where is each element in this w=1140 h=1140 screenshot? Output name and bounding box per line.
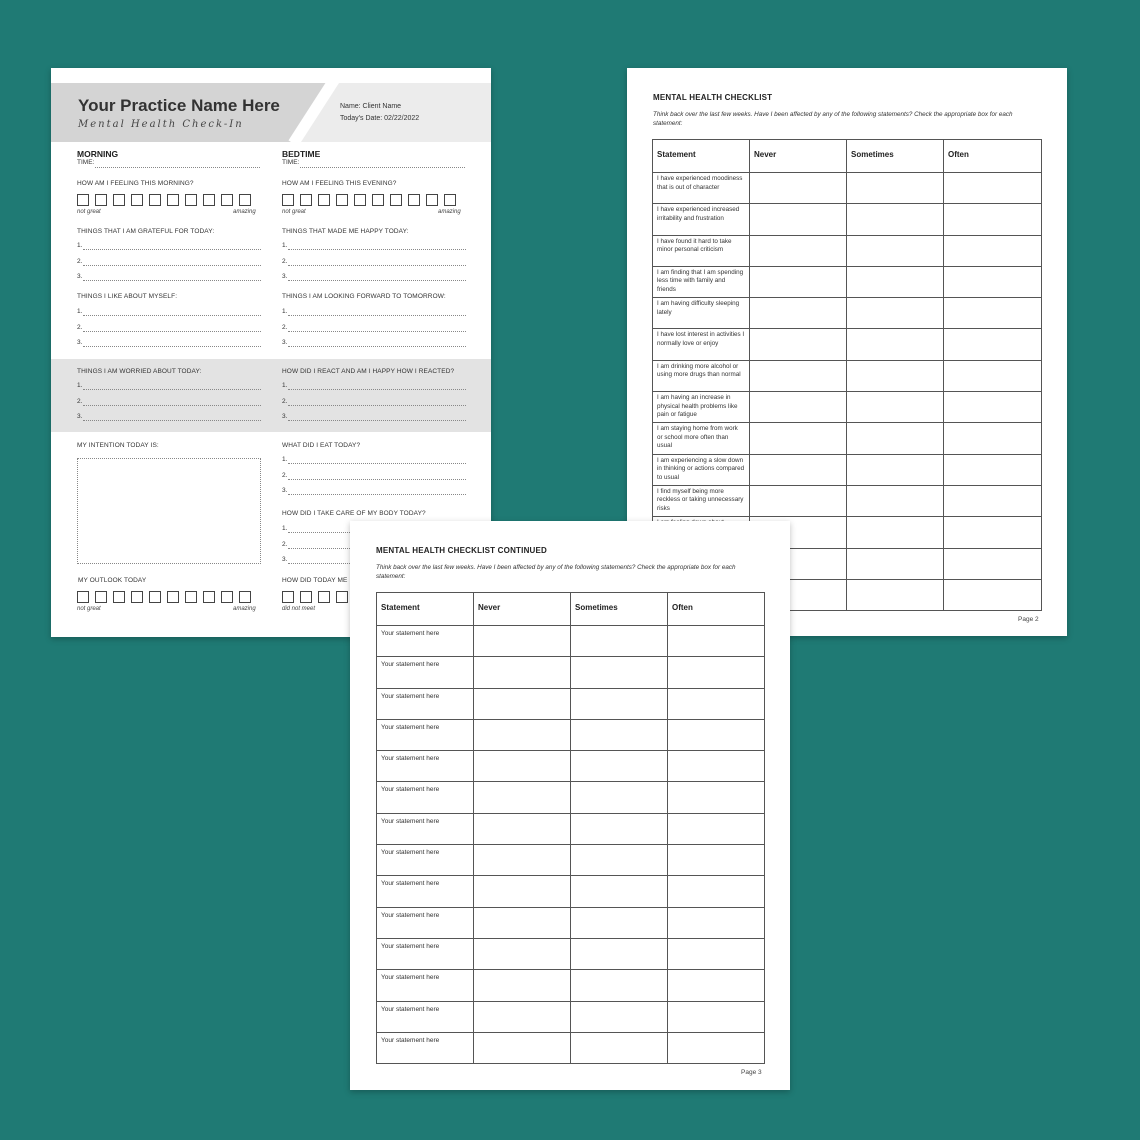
form-subtitle: Mental Health Check-In	[78, 119, 244, 130]
check-cell[interactable]	[847, 548, 944, 579]
check-cell[interactable]	[571, 782, 668, 813]
check-cell[interactable]	[474, 751, 571, 782]
answer-line[interactable]	[83, 249, 261, 250]
check-cell[interactable]	[750, 454, 847, 485]
answer-line[interactable]	[288, 479, 466, 480]
bedtime-title: BEDTIME	[282, 149, 321, 159]
check-cell[interactable]	[571, 1001, 668, 1032]
table-row	[377, 719, 765, 750]
check-cell[interactable]	[474, 782, 571, 813]
line-number: 1.	[282, 456, 288, 463]
line-number: 1.	[282, 242, 288, 249]
rating-checkbox[interactable]	[372, 194, 384, 206]
check-cell[interactable]	[474, 626, 571, 657]
rating-checkbox[interactable]	[336, 591, 348, 603]
practice-name: Your Practice Name Here	[78, 96, 280, 115]
check-cell[interactable]	[668, 1001, 765, 1032]
check-cell[interactable]	[750, 298, 847, 329]
forward-question: THINGS I AM LOOKING FORWARD TO TOMORROW:	[282, 293, 446, 300]
table-row	[377, 657, 765, 688]
check-cell[interactable]	[944, 360, 1042, 391]
table-row	[377, 970, 765, 1001]
check-cell[interactable]	[750, 392, 847, 423]
statement-cell: I am finding that I am spending less time with family and friends	[653, 266, 750, 297]
table-row	[377, 1001, 765, 1032]
check-cell[interactable]	[750, 485, 847, 516]
answer-line[interactable]	[288, 331, 466, 332]
morning-title: MORNING	[77, 149, 119, 159]
rating-checkbox[interactable]	[185, 194, 197, 206]
check-cell[interactable]	[847, 298, 944, 329]
answer-line[interactable]	[288, 346, 466, 347]
check-cell[interactable]	[944, 266, 1042, 297]
statement-cell: I am experiencing a slow down in thinking or actions compared to usual	[653, 454, 750, 485]
rating-checkbox[interactable]	[131, 194, 143, 206]
check-cell[interactable]	[944, 548, 1042, 579]
line-number: 3.	[282, 556, 288, 563]
evening-feeling-question: HOW AM I FEELING THIS EVENING?	[282, 180, 397, 187]
table-row	[653, 329, 1042, 360]
table-row	[653, 204, 1042, 235]
check-cell[interactable]	[474, 845, 571, 876]
rating-checkbox[interactable]	[131, 591, 143, 603]
statement-cell: Your statement here	[377, 876, 474, 907]
check-cell[interactable]	[571, 938, 668, 969]
check-cell[interactable]	[668, 970, 765, 1001]
check-cell[interactable]	[944, 579, 1042, 610]
table-row	[653, 173, 1042, 204]
rating-checkbox[interactable]	[300, 194, 312, 206]
check-cell[interactable]	[474, 657, 571, 688]
answer-line[interactable]	[83, 405, 261, 406]
statement-cell: Your statement here	[377, 719, 474, 750]
morning-time-label: TIME:	[77, 159, 95, 166]
outlook-scale[interactable]	[77, 591, 251, 603]
grateful-question: THINGS THAT I AM GRATEFUL FOR TODAY:	[77, 228, 215, 235]
check-cell[interactable]	[668, 626, 765, 657]
check-cell[interactable]	[750, 235, 847, 266]
intention-question: MY INTENTION TODAY IS:	[77, 442, 159, 449]
check-cell[interactable]	[474, 970, 571, 1001]
check-cell[interactable]	[847, 579, 944, 610]
rating-checkbox[interactable]	[185, 591, 197, 603]
page-title: MENTAL HEALTH CHECKLIST CONTINUED	[376, 546, 548, 555]
check-cell[interactable]	[668, 719, 765, 750]
check-cell[interactable]	[474, 1001, 571, 1032]
rating-checkbox[interactable]	[221, 194, 233, 206]
check-cell[interactable]	[668, 907, 765, 938]
evening-low-label: not great	[282, 209, 306, 215]
check-cell[interactable]	[668, 938, 765, 969]
check-cell[interactable]	[847, 360, 944, 391]
check-cell[interactable]	[474, 876, 571, 907]
rating-checkbox[interactable]	[408, 194, 420, 206]
table-row	[377, 876, 765, 907]
rating-checkbox[interactable]	[167, 194, 179, 206]
answer-line[interactable]	[288, 405, 466, 406]
answer-line[interactable]	[83, 265, 261, 266]
check-cell[interactable]	[571, 751, 668, 782]
table-row	[653, 360, 1042, 391]
statement-cell: Your statement here	[377, 751, 474, 782]
check-cell[interactable]	[668, 657, 765, 688]
rating-checkbox[interactable]	[318, 591, 330, 603]
check-cell[interactable]	[668, 876, 765, 907]
page-intro: Think back over the last few weeks. Have I been affected by any of the following statements? Check the appropriate box for each statement:	[653, 111, 1013, 127]
line-number: 1.	[282, 308, 288, 315]
statement-cell: Your statement here	[377, 626, 474, 657]
column-header: Often	[668, 593, 765, 626]
check-cell[interactable]	[944, 454, 1042, 485]
column-header: Sometimes	[571, 593, 668, 626]
page-title: MENTAL HEALTH CHECKLIST	[653, 93, 773, 102]
happy-question: THINGS THAT MADE ME HAPPY TODAY:	[282, 228, 409, 235]
morning-time-field[interactable]	[95, 167, 260, 168]
check-cell[interactable]	[474, 719, 571, 750]
answer-line[interactable]	[83, 280, 261, 281]
line-number: 2.	[77, 257, 83, 265]
statement-cell: I am drinking more alcohol or using more drugs than normal	[653, 360, 750, 391]
table-row	[653, 266, 1042, 297]
intention-box[interactable]	[77, 458, 261, 564]
table-row	[653, 235, 1042, 266]
rating-checkbox[interactable]	[336, 194, 348, 206]
answer-line[interactable]	[288, 420, 466, 421]
check-cell[interactable]	[847, 423, 944, 454]
check-cell[interactable]	[944, 298, 1042, 329]
line-number: 2.	[77, 323, 83, 331]
check-cell[interactable]	[944, 485, 1042, 516]
rating-checkbox[interactable]	[95, 194, 107, 206]
check-cell[interactable]	[847, 204, 944, 235]
answer-line[interactable]	[288, 494, 466, 495]
answer-line[interactable]	[288, 315, 466, 316]
check-cell[interactable]	[750, 423, 847, 454]
rating-checkbox[interactable]	[113, 591, 125, 603]
check-cell[interactable]	[944, 173, 1042, 204]
table-row	[377, 751, 765, 782]
table-row	[653, 298, 1042, 329]
check-cell[interactable]	[474, 1032, 571, 1063]
statement-cell: I have lost interest in activities I normally love or enjoy	[653, 329, 750, 360]
morning-feeling-scale[interactable]	[77, 194, 251, 206]
check-cell[interactable]	[668, 1032, 765, 1063]
check-cell[interactable]	[944, 235, 1042, 266]
client-name-field[interactable]: Name: Client Name	[340, 103, 402, 110]
bedtime-time-field[interactable]	[300, 167, 465, 168]
line-number: 3.	[282, 273, 288, 280]
column-header: Statement	[377, 593, 474, 626]
body-question: HOW DID I TAKE CARE OF MY BODY TODAY?	[282, 510, 426, 517]
line-number: 1.	[77, 382, 83, 389]
check-cell[interactable]	[668, 782, 765, 813]
evening-feeling-scale[interactable]	[282, 194, 456, 206]
statement-cell: Your statement here	[377, 1001, 474, 1032]
answer-line[interactable]	[83, 315, 261, 316]
answer-line[interactable]	[288, 249, 466, 250]
check-cell[interactable]	[474, 938, 571, 969]
rating-checkbox[interactable]	[203, 194, 215, 206]
statement-cell: Your statement here	[377, 688, 474, 719]
table-row	[653, 485, 1042, 516]
check-cell[interactable]	[847, 235, 944, 266]
statement-cell: Your statement here	[377, 970, 474, 1001]
statement-cell: I am having difficulty sleeping lately	[653, 298, 750, 329]
table-row	[653, 392, 1042, 423]
check-cell[interactable]	[571, 970, 668, 1001]
check-cell[interactable]	[571, 813, 668, 844]
rating-checkbox[interactable]	[113, 194, 125, 206]
table-row	[377, 688, 765, 719]
check-cell[interactable]	[668, 688, 765, 719]
meet-low-label: did not meet	[282, 606, 316, 612]
table-row	[377, 813, 765, 844]
scale-low-label: not great	[77, 209, 101, 215]
rating-checkbox[interactable]	[167, 591, 179, 603]
check-cell[interactable]	[847, 517, 944, 548]
check-cell[interactable]	[474, 907, 571, 938]
scale-high-label: amazing	[233, 209, 256, 215]
table-row	[377, 1032, 765, 1063]
outlook-low-label: not great	[77, 606, 101, 612]
rating-checkbox[interactable]	[426, 194, 438, 206]
page-number: Page 3	[741, 1069, 762, 1076]
check-cell[interactable]	[847, 266, 944, 297]
check-cell[interactable]	[571, 657, 668, 688]
line-number: 2.	[77, 397, 83, 405]
check-cell[interactable]	[847, 454, 944, 485]
bedtime-time-label: TIME:	[282, 159, 300, 166]
line-number: 2.	[282, 397, 288, 405]
answer-line[interactable]	[288, 389, 466, 390]
line-number: 2.	[282, 471, 288, 479]
statement-cell: Your statement here	[377, 907, 474, 938]
statement-cell: I have found it hard to take minor personal criticism	[653, 235, 750, 266]
answer-line[interactable]	[83, 389, 261, 390]
line-number: 3.	[77, 413, 83, 420]
line-number: 3.	[77, 273, 83, 280]
checklist-continued-table	[376, 592, 765, 1064]
line-number: 3.	[77, 339, 83, 346]
column-header: Often	[944, 140, 1042, 173]
line-number: 3.	[282, 339, 288, 346]
answer-line[interactable]	[83, 420, 261, 421]
line-number: 3.	[282, 413, 288, 420]
check-cell[interactable]	[571, 1032, 668, 1063]
answer-line[interactable]	[83, 346, 261, 347]
rating-checkbox[interactable]	[239, 194, 251, 206]
statement-cell: I am staying home from work or school more often than usual	[653, 423, 750, 454]
line-number: 1.	[282, 525, 288, 532]
statement-cell: I have experienced increased irritability and frustration	[653, 204, 750, 235]
check-cell[interactable]	[750, 360, 847, 391]
line-number: 1.	[282, 382, 288, 389]
checklist-continued-page	[350, 521, 790, 1090]
check-cell[interactable]	[668, 845, 765, 876]
statement-cell: I find myself being more reckless or taking unnecessary risks	[653, 485, 750, 516]
line-number: 2.	[282, 323, 288, 331]
check-cell[interactable]	[571, 626, 668, 657]
answer-line[interactable]	[288, 280, 466, 281]
table-row	[377, 782, 765, 813]
statement-cell: Your statement here	[377, 845, 474, 876]
line-number: 1.	[77, 242, 83, 249]
page-intro: Think back over the last few weeks. Have I been affected by any of the following statements? Check the appropriate box for each statement:	[376, 564, 736, 580]
react-question: HOW DID I REACT AND AM I HAPPY HOW I REACTED?	[282, 368, 455, 375]
outlook-question: MY OUTLOOK TODAY	[78, 577, 147, 584]
rating-checkbox[interactable]	[282, 591, 294, 603]
rating-checkbox[interactable]	[354, 194, 366, 206]
check-cell[interactable]	[571, 876, 668, 907]
check-cell[interactable]	[847, 329, 944, 360]
column-header: Statement	[653, 140, 750, 173]
rating-checkbox[interactable]	[282, 194, 294, 206]
check-cell[interactable]	[944, 423, 1042, 454]
statement-cell: I have experienced moodiness that is out of character	[653, 173, 750, 204]
table-row	[377, 626, 765, 657]
check-cell[interactable]	[571, 845, 668, 876]
table-row	[377, 907, 765, 938]
check-cell[interactable]	[847, 392, 944, 423]
worried-question: THINGS I AM WORRIED ABOUT TODAY:	[77, 368, 202, 375]
rating-checkbox[interactable]	[77, 194, 89, 206]
answer-line[interactable]	[83, 331, 261, 332]
rating-checkbox[interactable]	[300, 591, 312, 603]
check-cell[interactable]	[474, 688, 571, 719]
line-number: 2.	[282, 540, 288, 548]
check-cell[interactable]	[847, 485, 944, 516]
line-number: 2.	[282, 257, 288, 265]
check-cell[interactable]	[944, 204, 1042, 235]
answer-line[interactable]	[288, 463, 466, 464]
rating-checkbox[interactable]	[95, 591, 107, 603]
check-cell[interactable]	[571, 907, 668, 938]
statement-cell: Your statement here	[377, 1032, 474, 1063]
table-row	[377, 938, 765, 969]
rating-checkbox[interactable]	[77, 591, 89, 603]
rating-checkbox[interactable]	[221, 591, 233, 603]
check-cell[interactable]	[571, 688, 668, 719]
table-row	[653, 454, 1042, 485]
statement-cell: I am having an increase in physical health problems like pain or fatigue	[653, 392, 750, 423]
date-field[interactable]: Today's Date: 02/22/2022	[340, 115, 420, 122]
statement-cell: Your statement here	[377, 782, 474, 813]
statement-cell: Your statement here	[377, 813, 474, 844]
check-cell[interactable]	[847, 173, 944, 204]
page-number: Page 2	[1018, 616, 1039, 623]
evening-high-label: amazing	[438, 209, 461, 215]
check-cell[interactable]	[750, 329, 847, 360]
line-number: 3.	[282, 487, 288, 494]
table-row	[653, 423, 1042, 454]
page-header	[51, 83, 491, 142]
check-cell[interactable]	[944, 329, 1042, 360]
table-row	[377, 845, 765, 876]
outlook-high-label: amazing	[233, 606, 256, 612]
check-cell[interactable]	[474, 813, 571, 844]
check-cell[interactable]	[750, 173, 847, 204]
check-cell[interactable]	[750, 266, 847, 297]
rating-checkbox[interactable]	[390, 194, 402, 206]
rating-checkbox[interactable]	[239, 591, 251, 603]
like-myself-question: THINGS I LIKE ABOUT MYSELF:	[77, 293, 178, 300]
rating-checkbox[interactable]	[444, 194, 456, 206]
check-cell[interactable]	[944, 517, 1042, 548]
statement-cell: Your statement here	[377, 938, 474, 969]
column-header: Sometimes	[847, 140, 944, 173]
eat-question: WHAT DID I EAT TODAY?	[282, 442, 361, 449]
column-header: Never	[474, 593, 571, 626]
rating-checkbox[interactable]	[149, 591, 161, 603]
rating-checkbox[interactable]	[318, 194, 330, 206]
check-cell[interactable]	[571, 719, 668, 750]
check-cell[interactable]	[944, 392, 1042, 423]
check-cell[interactable]	[668, 751, 765, 782]
check-cell[interactable]	[750, 204, 847, 235]
rating-checkbox[interactable]	[149, 194, 161, 206]
answer-line[interactable]	[288, 265, 466, 266]
check-cell[interactable]	[668, 813, 765, 844]
meet-question: HOW DID TODAY ME	[282, 577, 348, 584]
column-header: Never	[750, 140, 847, 173]
morning-feeling-question: HOW AM I FEELING THIS MORNING?	[77, 180, 194, 187]
line-number: 1.	[77, 308, 83, 315]
rating-checkbox[interactable]	[203, 591, 215, 603]
statement-cell: Your statement here	[377, 657, 474, 688]
